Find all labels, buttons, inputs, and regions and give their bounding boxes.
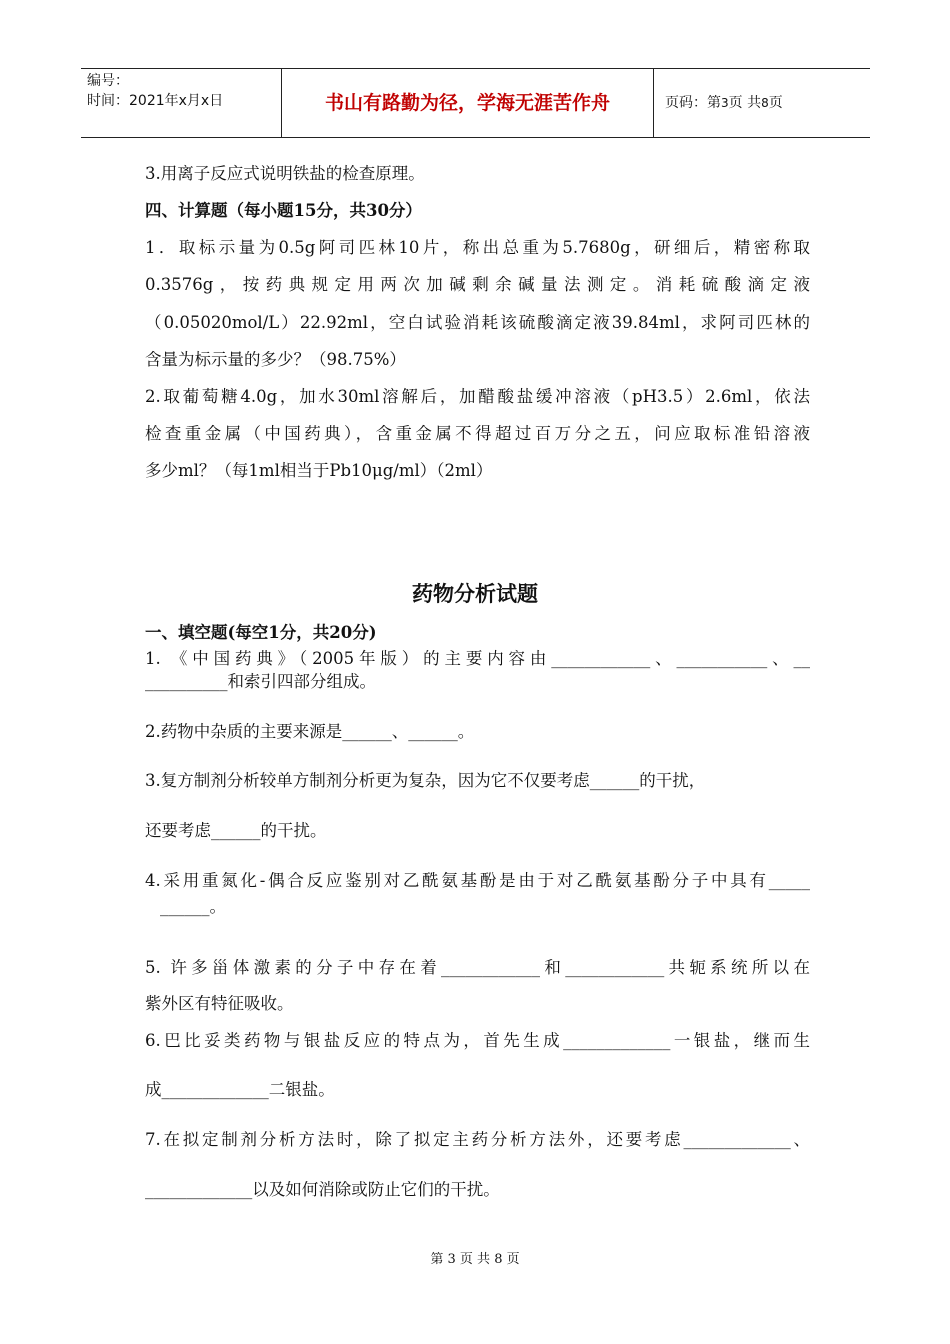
- fill-q1-line2: __________和索引四部分组成。: [145, 672, 376, 691]
- time-label: 时间：2021年x月x日: [87, 93, 224, 109]
- page-prefix: 页码：第: [665, 95, 721, 111]
- calc-q2-line1: 2.取葡萄糖4.0g，加水30ml溶解后，加醋酸盐缓冲溶液（pH3.5）2.6ml，依法: [145, 387, 810, 406]
- calc-q1-line4: 含量为标示量的多少？（98.75%）: [145, 350, 406, 369]
- calc-q1-line3: （0.05020mol/L）22.92ml，空白试验消耗该硫酸滴定液39.84ml，求阿司匹林的: [145, 313, 810, 332]
- header-page-info: [654, 69, 870, 137]
- fill-q6-line2: 成_____________二银盐。: [145, 1080, 335, 1099]
- calc-q2-line3: 多少ml？（每1ml相当于Pb10μg/ml）（2ml）: [145, 461, 493, 480]
- page-footer: 第 3 页 共 8 页: [430, 1252, 520, 1267]
- fill-q5-line2: 紫外区有特征吸收。: [145, 994, 294, 1013]
- fill-q4-line2: ______。: [160, 897, 226, 916]
- calc-q1-line2: 0.3576g，按药典规定用两次加碱剩余碱量法测定。消耗硫酸滴定液: [145, 275, 810, 294]
- page-suffix: 页: [768, 95, 783, 111]
- fill-q3-line1: 3.复方制剂分析较单方制剂分析更为复杂，因为它不仅要考虑______的干扰，: [145, 771, 706, 790]
- fill-q7-line1: 7.在拟定制剂分析方法时，除了拟定主药分析方法外，还要考虑_____________、: [145, 1130, 810, 1149]
- page-total: 8: [761, 96, 769, 110]
- fill-q1-line1: 1. 《中国药典》（2005年版）的主要内容由____________、___________、__: [145, 649, 810, 668]
- fill-q4-line1: 4.采用重氮化-偶合反应鉴别对乙酰氨基酚是由于对乙酰氨基酚分子中具有_____: [145, 871, 810, 890]
- fill-q7-line2: _____________以及如何消除或防止它们的干扰。: [145, 1180, 500, 1199]
- header-motto: 书山有路勤为径，学海无涯苦作舟: [282, 69, 654, 137]
- page-mid: 页 共: [728, 95, 762, 111]
- fill-q5-line1: 5. 许多甾体激素的分子中存在着____________和____________共轭系统所以在: [145, 958, 810, 977]
- calc-section-heading: 四、计算题（每小题15分，共30分）: [145, 201, 422, 220]
- fill-section-heading: 一、填空题(每空1分，共20分): [145, 623, 377, 642]
- page-header: [81, 68, 870, 138]
- fill-q2: 2.药物中杂质的主要来源是______、______。: [145, 722, 475, 741]
- fill-q6-line1: 6.巴比妥类药物与银盐反应的特点为，首先生成_____________一银盐，继而生: [145, 1031, 810, 1050]
- fill-q3-line2: 还要考虑______的干扰。: [145, 821, 327, 840]
- calc-q2-line2: 检查重金属（中国药典），含重金属不得超过百万分之五，问应取标准铅溶液: [145, 424, 810, 443]
- page-number: 3: [721, 96, 729, 110]
- header-left-cell: [81, 69, 282, 137]
- question-3-iron-salt: 3.用离子反应式说明铁盐的检查原理。: [145, 164, 425, 183]
- calc-q1-line1: 1．取标示量为0.5g阿司匹林10片，称出总重为5.7680g，研细后，精密称取: [145, 238, 810, 257]
- exam-title: 药物分析试题: [412, 581, 538, 606]
- number-label: 编号：: [87, 73, 129, 89]
